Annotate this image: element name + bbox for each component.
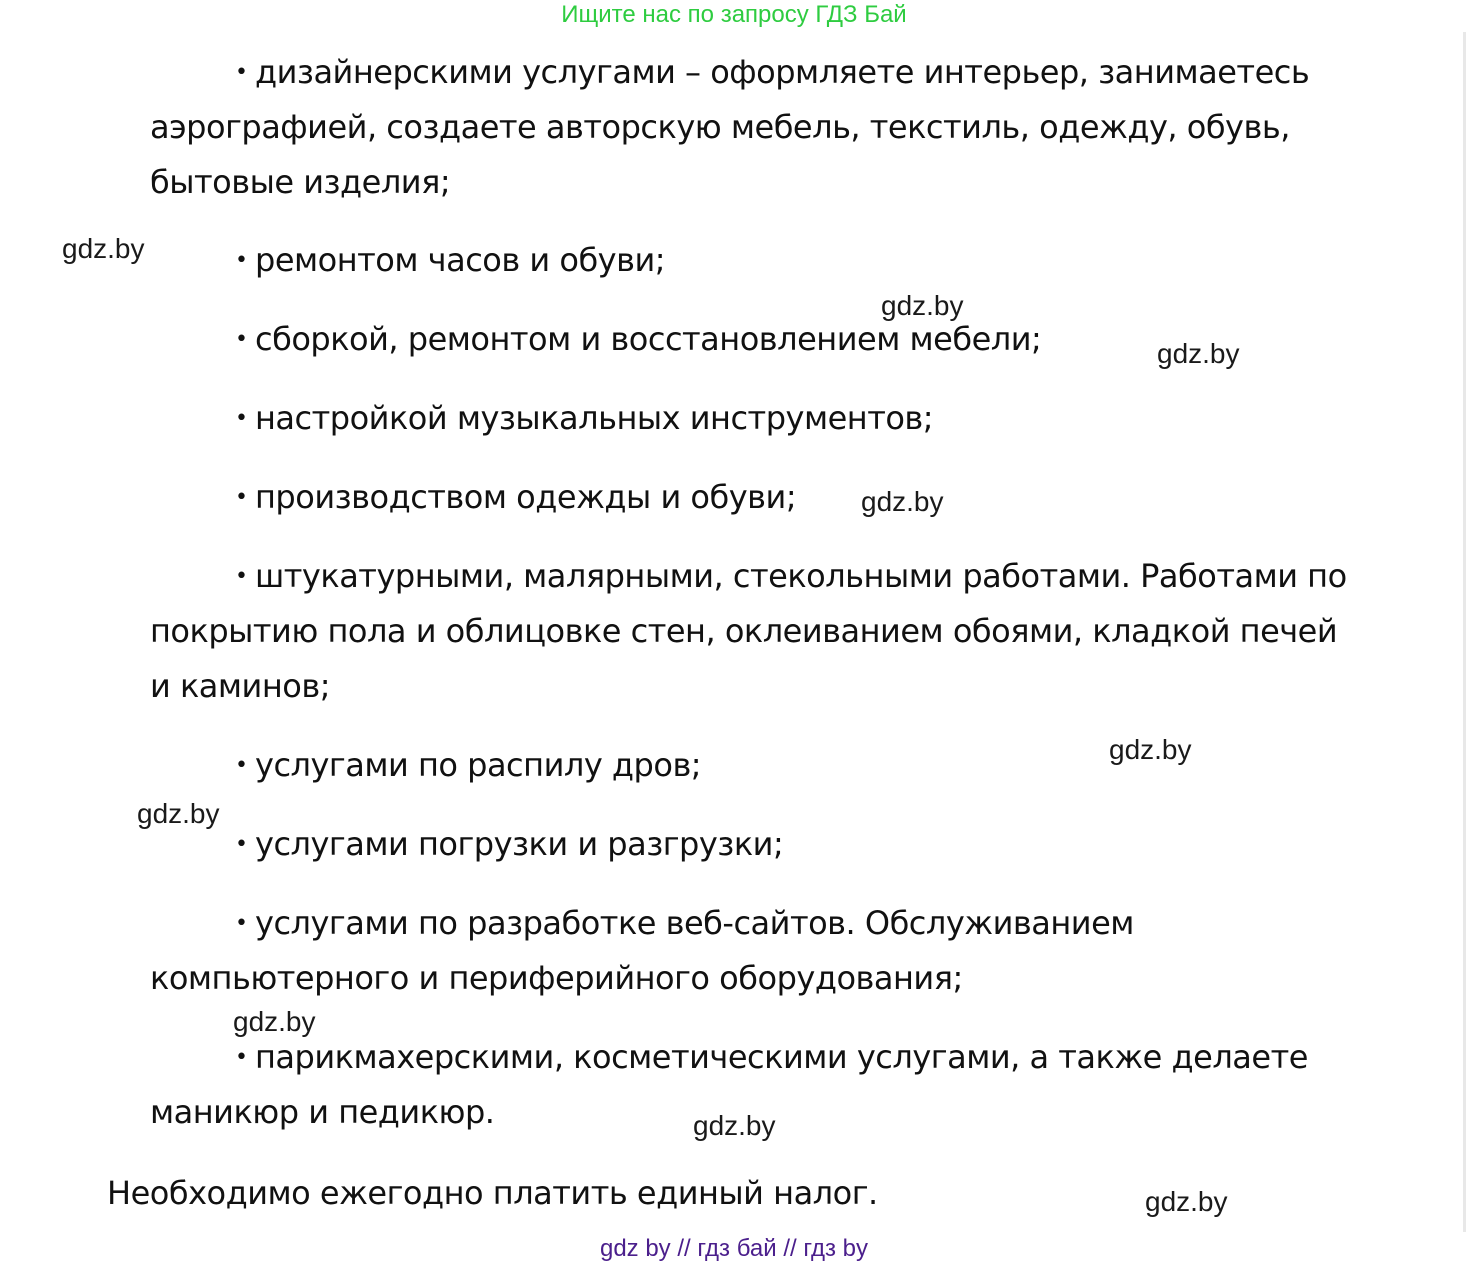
list-item-continuation: компьютерного и периферийного оборудования; — [150, 959, 963, 997]
watermark: gdz.by — [1157, 338, 1240, 369]
list-item-text: штукатурными, малярными, стекольными работами. Работами по — [255, 557, 1347, 595]
bullet-icon: • — [235, 911, 248, 936]
list-item-first-line — [150, 312, 1450, 367]
bullet-icon: • — [235, 753, 248, 778]
bullet-icon: • — [235, 248, 248, 273]
list-item-text: услугами по разработке веб-сайтов. Обслуживанием — [255, 904, 1134, 942]
watermark: gdz.by — [233, 1006, 316, 1037]
list-item-text: дизайнерскими услугами – оформляете интерьер, занимаетесь — [255, 53, 1310, 91]
watermark: gdz.by — [137, 798, 220, 829]
list-item-continuation: и каминов; — [150, 667, 330, 705]
list-item — [150, 738, 1450, 793]
list-item — [150, 1030, 1450, 1140]
bullet-icon: • — [235, 60, 248, 85]
list-item — [150, 45, 1450, 210]
footer-links: gdz by // гдз бай // гдз by — [599, 1235, 869, 1262]
bullet-icon: • — [235, 564, 248, 589]
list-item — [150, 391, 1450, 446]
list-item-text: услугами по распилу дров; — [255, 746, 702, 784]
list-item-text: парикмахерскими, косметическими услугами, а также делаете — [255, 1038, 1308, 1076]
watermark: gdz.by — [62, 233, 145, 264]
watermark: gdz.by — [861, 486, 944, 517]
list-item — [150, 549, 1450, 714]
list-item-continuation: аэрографией, создаете авторскую мебель, текстиль, одежду, обувь, — [150, 108, 1290, 146]
list-item-continuation: бытовые изделия; — [150, 163, 451, 201]
list-item-first-line — [150, 1030, 1450, 1085]
list-item — [150, 233, 1450, 288]
list-item-first-line — [150, 738, 1450, 793]
list-item-first-line — [150, 233, 1450, 288]
list-item — [150, 312, 1450, 367]
list-item-text: ремонтом часов и обуви; — [255, 241, 666, 279]
bullet-icon: • — [235, 327, 248, 352]
list-item-text: производством одежды и обуви; — [255, 478, 797, 516]
right-edge-rule — [1463, 32, 1466, 1232]
bullet-icon: • — [235, 485, 248, 510]
top-banner: Ищите нас по запросу ГДЗ Бай — [561, 1, 907, 28]
bullet-icon: • — [235, 1045, 248, 1070]
watermark: gdz.by — [1145, 1186, 1228, 1217]
list-item-continuation: маникюр и педикюр. — [150, 1093, 495, 1131]
list-item-text: настройкой музыкальных инструментов; — [255, 399, 934, 437]
list-item-continuation: покрытию пола и облицовке стен, оклеиванием обоями, кладкой печей — [150, 612, 1338, 650]
list-item-first-line — [150, 391, 1450, 446]
list-item-text: сборкой, ремонтом и восстановлением мебели; — [255, 320, 1042, 358]
watermark: gdz.by — [1109, 734, 1192, 765]
list-item-first-line — [150, 549, 1450, 604]
watermark: gdz.by — [693, 1110, 776, 1141]
bullet-icon: • — [235, 832, 248, 857]
list-item-first-line — [150, 470, 1450, 525]
watermark: gdz.by — [881, 290, 964, 321]
list-item-text: услугами погрузки и разгрузки; — [255, 825, 784, 863]
list-item — [150, 896, 1450, 1006]
list-item-first-line — [150, 896, 1450, 951]
list-item — [150, 470, 1450, 525]
list-item-first-line — [150, 45, 1450, 100]
list-item-first-line — [150, 817, 1450, 872]
list-item — [150, 817, 1450, 872]
bullet-icon: • — [235, 406, 248, 431]
closing-sentence: Необходимо ежегодно платить единый налог. — [107, 1174, 878, 1212]
